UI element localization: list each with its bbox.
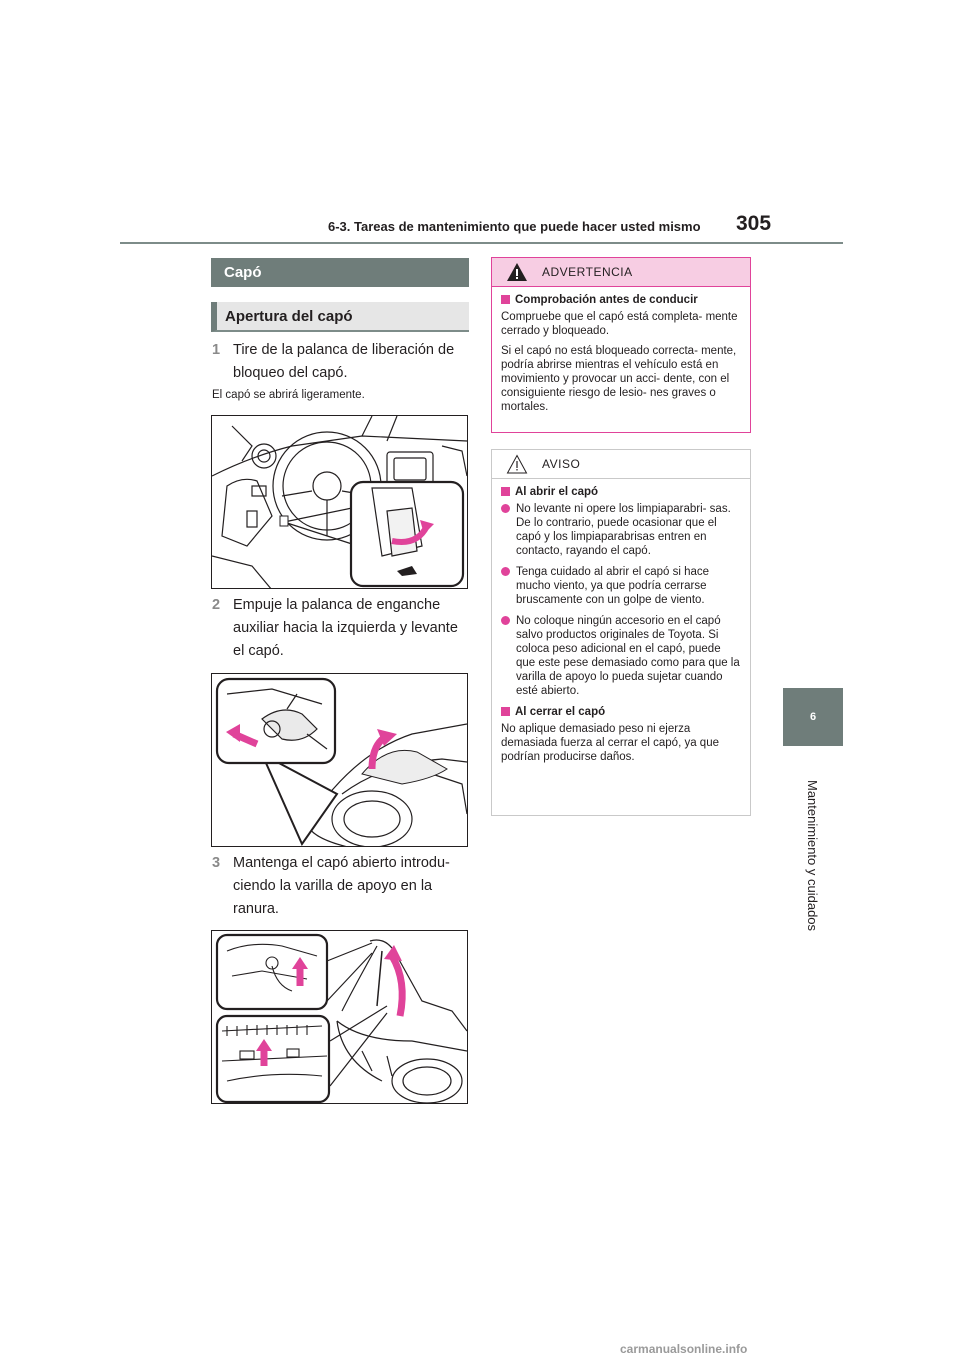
warning-box [491, 257, 751, 433]
figure-support-rod [211, 930, 468, 1104]
page-number: 305 [736, 212, 772, 235]
notice-bullet: Tenga cuidado al abrir el capó si hace mucho viento, ya que podría cerrarse bruscamente con un golpe de viento. [501, 565, 741, 607]
header-rule [120, 242, 843, 244]
notice-close-paragraph: No aplique demasiado peso ni ejerza demasiada fuerza al cerrar el capó, ya que podrían producirse daños. [501, 723, 719, 763]
step-number: 1 [212, 342, 221, 358]
warning-header [492, 258, 750, 287]
step-2 [212, 594, 470, 663]
circle-bullet-icon [501, 504, 510, 513]
notice-box [491, 449, 751, 816]
step-number: 2 [212, 597, 221, 613]
step-3 [212, 852, 470, 921]
circle-bullet-icon [501, 616, 510, 625]
circle-bullet-icon [501, 567, 510, 576]
step-text: Mantenga el capó abierto introdu- ciendo la varilla de apoyo en la ranura. [233, 855, 450, 917]
notice-heading-open: Al abrir el capó [501, 485, 741, 499]
square-bullet-icon [501, 295, 510, 304]
warning-title: ADVERTENCIA [542, 265, 633, 279]
step-1 [212, 339, 470, 385]
warning-paragraph: Si el capó no está bloqueado correcta- mente, podría abrirse mientras el vehículo está en movimiento y provocar un acci- dente, con el consiguiente riesgo de lesio- nes graves o mortales. [501, 345, 737, 413]
warning-paragraph: Compruebe que el capó está completa- mente cerrado y bloqueado. [501, 311, 738, 337]
chapter-side-label: Mantenimiento y cuidados [805, 780, 820, 932]
chapter-tab [783, 688, 843, 746]
notice-heading-close: Al cerrar el capó [501, 705, 741, 719]
warning-heading: Comprobación antes de conducir [501, 293, 741, 307]
notice-bullet: No coloque ningún accesorio en el capó salvo productos originales de Toyota. Si coloca peso adicional en el capó, puede que este pese demasiado como para que la varilla de apoyo lo pueda sujetar cuando esté abierto. [501, 614, 741, 698]
header-section-title: 6-3. Tareas de mantenimiento que puede hacer usted mismo [328, 219, 701, 234]
square-bullet-icon [501, 487, 510, 496]
chapter-tab-number: 6 [809, 711, 817, 723]
notice-header [492, 450, 750, 479]
figure-auxiliary-catch-lever [211, 673, 468, 847]
figure-hood-release-lever [211, 415, 468, 589]
caution-triangle-outline-icon [506, 454, 528, 474]
step-text: Empuje la palanca de enganche auxiliar hacia la izquierda y levante el capó. [233, 597, 458, 659]
step-number: 3 [212, 855, 221, 871]
footer-watermark: carmanualsonline.info [620, 1342, 748, 1356]
warning-triangle-icon [506, 262, 528, 282]
notice-bullet: No levante ni opere los limpiaparabri- sas. De lo contrario, puede ocasionar que el capó y los limpiaparabrisas entren en contacto, rayando el capó. [501, 502, 741, 558]
step-text: Tire de la palanca de liberación de bloqueo del capó. [233, 342, 455, 381]
subsection-title: Apertura del capó [211, 302, 469, 332]
section-title: Capó [211, 258, 469, 287]
square-bullet-icon [501, 707, 510, 716]
step-note: El capó se abrirá ligeramente. [212, 389, 365, 401]
notice-title: AVISO [542, 457, 581, 471]
